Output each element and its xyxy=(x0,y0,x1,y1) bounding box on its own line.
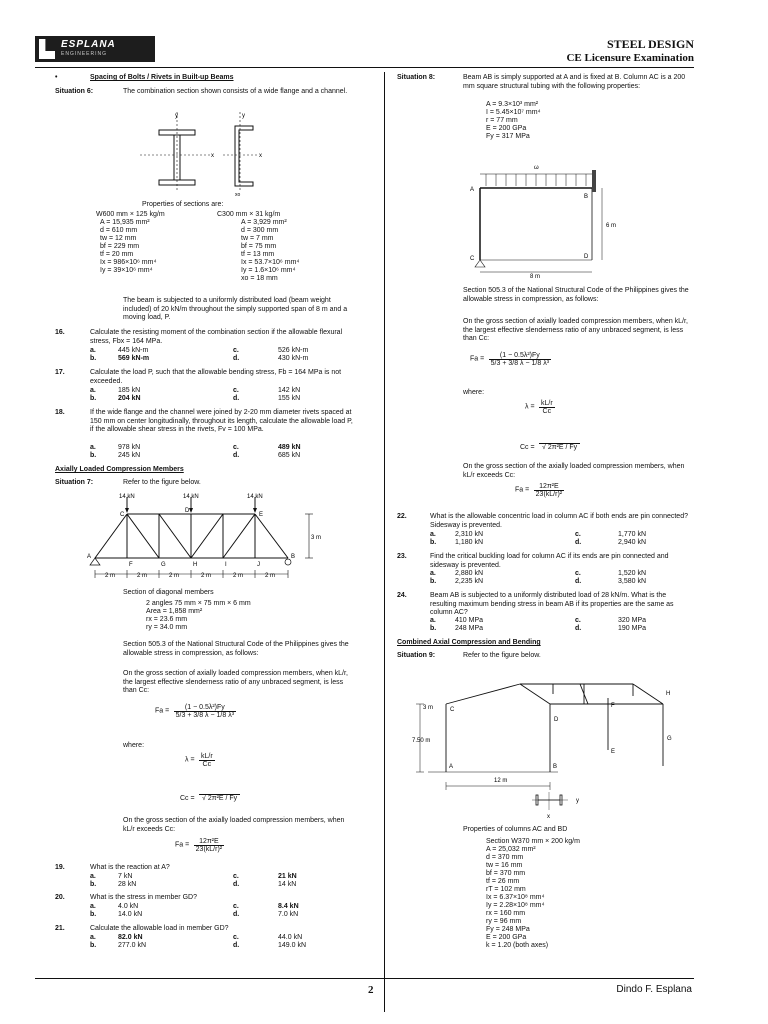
option-label: d. xyxy=(233,452,240,459)
formula-lhs: λ = xyxy=(525,403,535,411)
y-label-1: y xyxy=(175,113,178,119)
nscp-text-right: Section 505.3 of the National Structural Code of the Philippines gives the allowable stress in compression, as follows: xyxy=(463,287,689,303)
w370-line: Fy = 248 MPa xyxy=(486,926,530,933)
option-c: 489 kN xyxy=(278,444,301,451)
sections-figure xyxy=(135,108,285,200)
frame9-a: A xyxy=(449,764,454,770)
frame9-b: B xyxy=(553,764,558,770)
q16-text: Calculate the resisting moment of the combination section if the allowable flexural stress, Fbx = 164 MPa. xyxy=(90,329,343,345)
diag-line: rx = 23.6 mm xyxy=(146,616,188,623)
col-props-title: Properties of columns AC and BD xyxy=(463,826,568,833)
formula-num: 12π²E xyxy=(534,483,564,491)
situation-7-label: Situation 7: xyxy=(55,479,94,486)
diag-line: ry = 34.0 mm xyxy=(146,624,188,631)
frame9-width: 12 m xyxy=(494,778,508,784)
option-label: a. xyxy=(430,531,436,538)
w600-line: tf = 20 mm xyxy=(100,251,134,258)
frame8-width: 8 m xyxy=(530,274,541,280)
node-d: D xyxy=(185,508,190,514)
frame-figure-8 xyxy=(462,160,627,280)
q20-text: What is the stress in member GD? xyxy=(90,894,197,901)
frame8-c: C xyxy=(470,256,475,262)
situation-8-label: Situation 8: xyxy=(397,74,436,81)
header-rule xyxy=(35,67,694,68)
diag-line: Area = 1,858 mm² xyxy=(146,608,203,615)
x-label-1: x xyxy=(211,153,214,159)
formula-lhs: λ = xyxy=(185,756,195,764)
q22-options xyxy=(430,531,646,547)
formula-lambda-right xyxy=(525,399,555,417)
formula-lhs: Cc = xyxy=(180,795,195,802)
option-a: 2,310 kN xyxy=(455,531,484,538)
q23-text: Find the critical buckling load for column AC if its ends are pin connected and sidesway is prevented. xyxy=(430,553,669,569)
span-1: 2 m xyxy=(105,573,116,579)
page-number: 2 xyxy=(368,984,374,996)
logo xyxy=(35,36,155,62)
bullet: • xyxy=(55,74,58,81)
formula-cc-right: Cc = √ 2π²E / Fy xyxy=(520,436,580,454)
option-label: d. xyxy=(575,578,582,585)
option-label: a. xyxy=(430,570,436,577)
w370-line: tw = 16 mm xyxy=(486,862,523,869)
where-right: where: xyxy=(463,389,485,396)
span-2: 2 m xyxy=(137,573,148,579)
q23-options xyxy=(430,570,646,586)
c300-props xyxy=(217,211,299,283)
option-label: d. xyxy=(233,355,240,362)
w600-line: Ix = 986×10⁶ mm⁴ xyxy=(100,259,157,266)
header-title: STEEL DESIGN xyxy=(606,37,694,51)
diag-props xyxy=(146,600,251,632)
q21-options xyxy=(90,934,306,950)
option-label: c. xyxy=(233,903,239,910)
frame8-height: 6 m xyxy=(606,223,617,229)
w370-line: rT = 102 mm xyxy=(486,886,526,893)
option-label: b. xyxy=(90,355,97,362)
option-c: 1,520 kN xyxy=(618,570,647,577)
option-label: c. xyxy=(233,934,239,941)
formula-den: 23(kL/r)² xyxy=(535,491,563,499)
q19-num: 19. xyxy=(55,864,65,871)
gross2-text-right: On the gross section of the axially loaded compression members, when kL/r exceeds Cc: xyxy=(463,463,685,479)
logo-text: ESPLANA xyxy=(61,39,116,50)
tube-line: I = 5.45×10⁷ mm⁴ xyxy=(486,109,541,116)
w600-line: tw = 12 mm xyxy=(100,235,137,242)
c300-line: Ix = 53.7×10⁶ mm⁴ xyxy=(241,259,300,266)
option-a: 7 kN xyxy=(118,873,133,880)
option-label: a. xyxy=(90,934,96,941)
node-e: E xyxy=(259,512,264,518)
option-a: 4.0 kN xyxy=(118,903,139,910)
xo-label: xo xyxy=(235,192,241,198)
option-c: 142 kN xyxy=(278,387,301,394)
formula-fa-left xyxy=(155,703,236,721)
option-label: a. xyxy=(90,387,96,394)
w370-line: A = 25,032 mm² xyxy=(486,846,536,853)
frame9-d: D xyxy=(554,717,559,723)
frame8-d: D xyxy=(584,254,589,260)
option-d: 149.0 kN xyxy=(278,942,307,949)
gross1-text-right: On the gross section of axially loaded compression members, when kL/r, the largest effective slenderness ratio of any unbraced segment, is less than Cc: xyxy=(463,318,688,342)
header-subtitle: CE Licensure Examination xyxy=(566,52,694,64)
option-c: 320 MPa xyxy=(618,617,647,624)
c300-line: xo = 18 mm xyxy=(241,275,278,282)
q21-text: Calculate the allowable load in member GD? xyxy=(90,925,229,932)
option-label: d. xyxy=(575,539,582,546)
formula-den: 23(kL/r)² xyxy=(195,846,223,854)
formula-lhs: Fa = xyxy=(515,486,530,494)
formula-lhs: Cc = xyxy=(520,444,535,451)
option-b: 277.0 kN xyxy=(118,942,147,949)
option-d: 155 kN xyxy=(278,395,301,402)
w370-line: ry = 96 mm xyxy=(486,918,522,925)
formula-lhs: Fa = xyxy=(155,707,170,715)
w370-props xyxy=(486,838,580,950)
logo-icon xyxy=(39,39,55,59)
c300-line: d = 300 mm xyxy=(241,227,279,234)
w370-line: E = 200 GPa xyxy=(486,934,527,941)
option-d: 190 MPa xyxy=(618,625,647,632)
tube-line: E = 200 GPa xyxy=(486,125,527,132)
q18-num: 18. xyxy=(55,409,65,416)
formula-lhs: Fa = xyxy=(470,355,485,363)
option-c: 21 kN xyxy=(278,873,297,880)
w600-props xyxy=(96,211,165,275)
span-6: 2 m xyxy=(265,573,276,579)
situation-8-text: Beam AB is simply supported at A and is fixed at B. Column AC is a 200 mm square structural tubing with the following properties: xyxy=(463,74,686,90)
situation-7-text: Refer to the figure below. xyxy=(123,479,201,486)
node-a: A xyxy=(87,554,92,560)
tube-line: r = 77 mm xyxy=(486,117,518,124)
where-left: where: xyxy=(123,742,145,749)
situation-9-text: Refer to the figure below. xyxy=(463,652,541,659)
option-label: c. xyxy=(233,873,239,880)
w370-line: k = 1.20 (both axes) xyxy=(486,942,549,949)
option-c: 1,770 kN xyxy=(618,531,647,538)
w370-line: d = 370 mm xyxy=(486,854,524,861)
q24-num: 24. xyxy=(397,592,407,599)
q20-options xyxy=(90,903,299,919)
option-d: 3,580 kN xyxy=(618,578,647,585)
option-b: 28 kN xyxy=(118,881,137,888)
option-b: 14.0 kN xyxy=(118,911,143,918)
w370-line: bf = 370 mm xyxy=(486,870,526,877)
diag-title: Section of diagonal members xyxy=(123,589,214,596)
option-label: b. xyxy=(90,881,97,888)
c300-line: tf = 13 mm xyxy=(241,251,275,258)
option-d: 685 kN xyxy=(278,452,301,459)
option-c: 44.0 kN xyxy=(278,934,303,941)
frame9-h: H xyxy=(666,691,671,697)
column-divider xyxy=(384,72,385,1012)
formula-den: 5/3 + 3/8 λ − 1/8 λ³ xyxy=(490,360,550,368)
props-title: Properties of sections are: xyxy=(142,201,224,208)
q24-text: Beam AB is subjected to a uniformly distributed load of 28 kN/m. What is the resulting maximum bending stress in beam AB if its properties are the same as column AC? xyxy=(430,592,674,616)
w600-line: d = 610 mm xyxy=(100,227,138,234)
tube-line: Fy = 317 MPa xyxy=(486,133,530,140)
w370-line: rx = 160 mm xyxy=(486,910,526,917)
q24-options xyxy=(430,617,646,633)
option-b: 245 kN xyxy=(118,452,141,459)
formula-num: 12π²E xyxy=(194,838,224,846)
node-g: G xyxy=(161,562,166,568)
option-a: 185 kN xyxy=(118,387,141,394)
option-label: d. xyxy=(575,625,582,632)
beam-text: The beam is subjected to a uniformly distributed load (beam weight included) of 20 kN/m throughout the simply supported span of 8 m and a moving load, P. xyxy=(123,297,348,321)
option-d: 7.0 kN xyxy=(278,911,299,918)
truss-load-3: 14 kN xyxy=(247,494,263,500)
q16-options xyxy=(90,347,308,363)
option-d: 2,940 kN xyxy=(618,539,647,546)
situation-6-text: The combination section shown consists of a wide flange and a channel. xyxy=(123,88,348,95)
formula-num: (1 − 0.5λ²)Fy xyxy=(489,352,551,360)
option-label: b. xyxy=(90,452,97,459)
nscp-text-left: Section 505.3 of the National Structural Code of the Philippines gives the allowable stress in compression, as follows: xyxy=(123,641,349,657)
section-heading-bolts: Spacing of Bolts / Rivets in Built-up Beams xyxy=(90,74,234,81)
truss-load-2: 14 kN xyxy=(183,494,199,500)
gross1-text-left: On the gross section of axially loaded compression members, when kL/r, the largest effective slenderness ratio of any unbraced segment, is less than Cc: xyxy=(123,670,348,694)
option-label: b. xyxy=(90,911,97,918)
truss-figure xyxy=(83,492,323,584)
option-d: 14 kN xyxy=(278,881,297,888)
formula-fa-right xyxy=(470,351,551,369)
node-b: B xyxy=(291,554,296,560)
option-label: b. xyxy=(90,942,97,949)
formula-fa2-left xyxy=(175,837,224,855)
option-a: 2,880 kN xyxy=(455,570,484,577)
w370-line: Iy = 2.28×10⁸ mm⁴ xyxy=(486,902,545,909)
w600-line: W600 mm × 125 kg/m xyxy=(96,211,165,218)
frame-figure-9 xyxy=(408,680,688,820)
frame9-g: G xyxy=(667,736,672,742)
formula-den: Cc xyxy=(202,761,212,769)
option-label: a. xyxy=(90,903,96,910)
formula-fa2-right xyxy=(515,482,564,500)
formula-den: 5/3 + 3/8 λ − 1/8 λ³ xyxy=(175,712,235,720)
frame9-x: x xyxy=(547,814,550,820)
formula-radicand: 2π²E / Fy xyxy=(207,795,238,802)
option-label: d. xyxy=(233,881,240,888)
option-label: d. xyxy=(233,942,240,949)
option-label: c. xyxy=(233,387,239,394)
option-label: c. xyxy=(233,444,239,451)
frame9-h1: 3 m xyxy=(423,705,434,711)
gross2-text-left: On the gross section of the axially loaded compression members, when kL/r exceeds Cc: xyxy=(123,817,345,833)
option-label: b. xyxy=(430,539,437,546)
w370-line: tf = 26 mm xyxy=(486,878,520,885)
truss-height: 3 m xyxy=(310,535,321,541)
truss-load-1: 14 kN xyxy=(119,494,135,500)
formula-lambda-left xyxy=(185,752,215,770)
option-label: a. xyxy=(90,444,96,451)
q17-num: 17. xyxy=(55,369,65,376)
q17-text: Calculate the load P, such that the allowable bending stress, Fb = 164 MPa is not exceeded. xyxy=(90,369,342,385)
span-4: 2 m xyxy=(201,573,212,579)
frame8-load: ω xyxy=(534,165,539,171)
w370-line: Ix = 6.37×10⁸ mm⁴ xyxy=(486,894,545,901)
option-label: c. xyxy=(233,347,239,354)
frame9-c: C xyxy=(450,707,455,713)
option-b: 248 MPa xyxy=(455,625,484,632)
node-i: I xyxy=(225,562,227,568)
q18-text: If the wide flange and the channel were joined by 2-20 mm diameter rivets spaced at 150 mm on center longitudinally, throughout its length, calculate the allowable load P, if the allowable shear stress in the rivets, Fv = 100 MPa. xyxy=(90,409,353,433)
formula-cc-left: Cc = √ 2π²E / Fy xyxy=(180,787,240,805)
span-5: 2 m xyxy=(233,573,244,579)
option-b: 204 kN xyxy=(118,395,141,402)
option-a: 410 MPa xyxy=(455,617,484,624)
w600-line: A = 15,935 mm² xyxy=(100,219,150,226)
option-c: 526 kN-m xyxy=(278,347,309,354)
formula-lhs: Fa = xyxy=(175,841,190,849)
option-label: c. xyxy=(575,531,581,538)
option-label: d. xyxy=(233,395,240,402)
logo-subtext: ENGINEERING xyxy=(61,51,108,57)
c300-line: bf = 75 mm xyxy=(241,243,277,250)
formula-radicand: 2π²E / Fy xyxy=(547,444,578,451)
frame9-y: y xyxy=(576,798,579,804)
formula-num: kL/r xyxy=(201,753,213,761)
formula-num: (1 − 0.5λ²)Fy xyxy=(174,704,236,712)
c300-line: Iy = 1.6×10⁶ mm⁴ xyxy=(241,267,296,274)
w370-line: Section W370 mm × 200 kg/m xyxy=(486,838,580,845)
tube-props xyxy=(486,101,541,141)
q17-options xyxy=(90,387,300,403)
node-j: J xyxy=(257,562,260,568)
option-c: 8.4 kN xyxy=(278,903,299,910)
q20-num: 20. xyxy=(55,894,65,901)
option-label: a. xyxy=(430,617,436,624)
option-label: a. xyxy=(90,347,96,354)
frame9-h2: 7.50 m xyxy=(412,738,431,744)
c300-line: tw = 7 mm xyxy=(241,235,274,242)
diag-line: 2 angles 75 mm × 75 mm × 6 mm xyxy=(146,600,251,607)
section-heading-compression: Axially Loaded Compression Members xyxy=(55,466,184,473)
q19-text: What is the reaction at A? xyxy=(90,864,170,871)
node-f: F xyxy=(129,562,133,568)
option-label: b. xyxy=(90,395,97,402)
w600-line: bf = 229 mm xyxy=(100,243,140,250)
frame8-a: A xyxy=(470,187,475,193)
option-label: b. xyxy=(430,578,437,585)
node-c: C xyxy=(120,512,125,518)
footer-author: Dindo F. Esplana xyxy=(616,984,692,995)
situation-9-label: Situation 9: xyxy=(397,652,436,659)
q22-text: What is the allowable concentric load in column AC if both ends are pin connected? Sidesway is prevented. xyxy=(430,513,688,529)
option-d: 430 kN-m xyxy=(278,355,309,362)
option-b: 569 kN-m xyxy=(118,355,150,362)
q21-num: 21. xyxy=(55,925,65,932)
frame9-e: E xyxy=(611,749,616,755)
q23-num: 23. xyxy=(397,553,407,560)
section-heading-combined: Combined Axial Compression and Bending xyxy=(397,639,541,646)
option-label: c. xyxy=(575,617,581,624)
node-h: H xyxy=(193,562,198,568)
option-label: d. xyxy=(233,911,240,918)
option-a: 82.0 kN xyxy=(118,934,143,941)
w600-line: Iy = 39×10⁶ mm⁴ xyxy=(100,267,153,274)
option-label: b. xyxy=(430,625,437,632)
formula-den: Cc xyxy=(542,408,552,416)
footer-rule xyxy=(35,978,694,979)
frame9-f: F xyxy=(611,703,615,709)
option-b: 2,235 kN xyxy=(455,578,484,585)
frame8-b: B xyxy=(584,194,589,200)
q16-num: 16. xyxy=(55,329,65,336)
formula-num: kL/r xyxy=(541,400,553,408)
span-3: 2 m xyxy=(169,573,180,579)
c300-line: C300 mm × 31 kg/m xyxy=(217,211,281,218)
situation-6-label: Situation 6: xyxy=(55,88,94,95)
option-a: 445 kN-m xyxy=(118,347,149,354)
q18-options xyxy=(90,444,301,460)
option-a: 978 kN xyxy=(118,444,141,451)
y-label-2: y xyxy=(242,113,245,119)
q22-num: 22. xyxy=(397,513,407,520)
option-label: c. xyxy=(575,570,581,577)
tube-line: A = 9.3×10³ mm² xyxy=(486,101,539,108)
q19-options xyxy=(90,873,297,889)
x-label-2: x xyxy=(259,153,262,159)
option-label: a. xyxy=(90,873,96,880)
option-b: 1,180 kN xyxy=(455,539,484,546)
c300-line: A = 3,929 mm² xyxy=(241,219,287,226)
